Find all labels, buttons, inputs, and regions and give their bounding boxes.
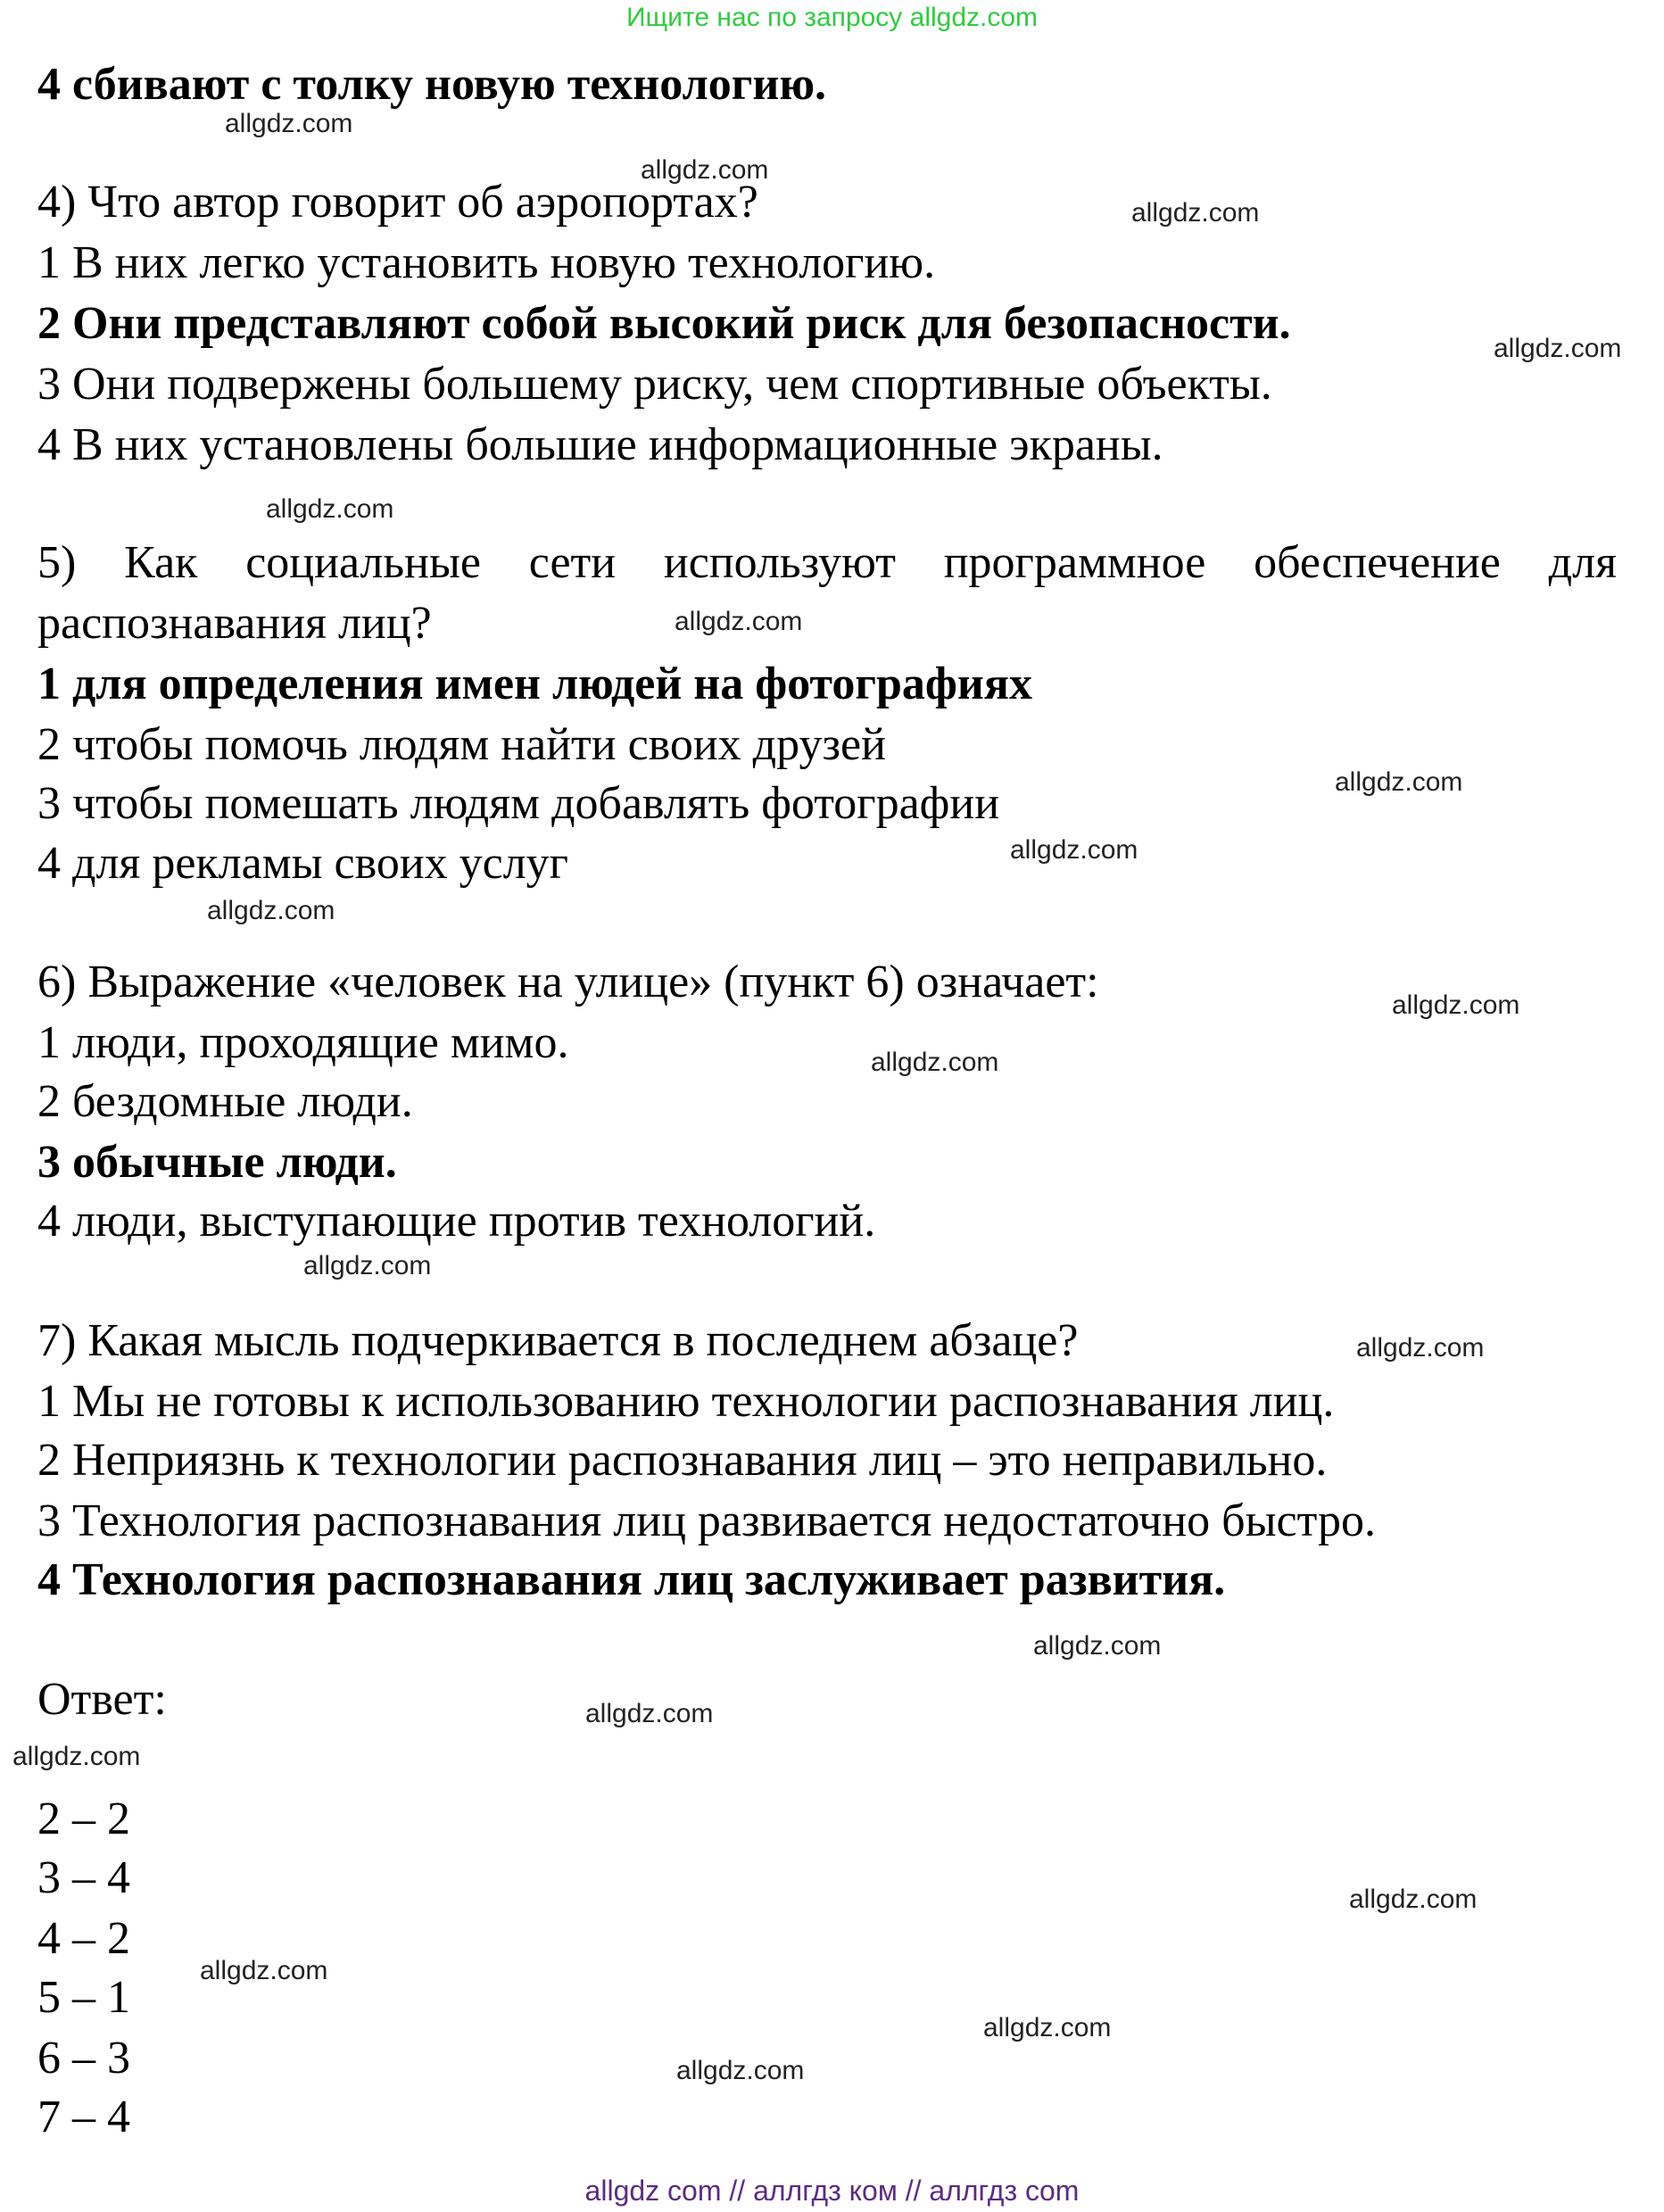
answer-2: 2 – 2 xyxy=(37,1794,130,1844)
answer-5: 5 – 1 xyxy=(37,1972,130,2023)
watermark: allgdz.com xyxy=(303,1251,432,1280)
q6-option-4: 4 люди, выступающие против технологий. xyxy=(37,1196,876,1247)
watermark: allgdz.com xyxy=(1131,198,1260,228)
watermark: allgdz.com xyxy=(225,109,353,138)
watermark: allgdz.com xyxy=(200,1956,328,1985)
watermark: allgdz.com xyxy=(675,607,803,636)
q7-option-2: 2 Неприязнь к технологии распознавания лиц – это неправильно. xyxy=(37,1435,1328,1486)
question-5-line-2: распознавания лиц? xyxy=(37,598,432,649)
question-4: 4) Что автор говорит об аэропортах? xyxy=(37,177,758,228)
q7-option-1: 1 Мы не готовы к использованию технологии распознавания лиц. xyxy=(37,1376,1335,1427)
q6-option-2: 2 бездомные люди. xyxy=(37,1076,413,1127)
q4-option-3: 3 Они подвержены большему риску, чем спортивные объекты. xyxy=(37,359,1272,410)
q7-option-3: 3 Технология распознавания лиц развивается недостаточно быстро. xyxy=(37,1495,1376,1546)
watermark: allgdz.com xyxy=(983,2013,1112,2042)
watermark: allgdz.com xyxy=(207,896,335,925)
watermark: allgdz.com xyxy=(1494,334,1622,363)
question-7: 7) Какая мысль подчеркивается в последнем абзаце? xyxy=(37,1315,1079,1366)
q6-option-1: 1 люди, проходящие мимо. xyxy=(37,1017,569,1068)
q5-option-1-correct: 1 для определения имен людей на фотографиях xyxy=(37,659,1033,709)
q4-option-4: 4 В них установлены большие информационные экраны. xyxy=(37,419,1163,470)
watermark: allgdz.com xyxy=(1335,767,1463,797)
watermark: allgdz.com xyxy=(1356,1333,1485,1363)
watermark: allgdz.com xyxy=(1033,1631,1162,1661)
footer-links[interactable]: allgdz com // аллгдз ком // аллгдз com xyxy=(584,2175,1080,2207)
watermark: allgdz.com xyxy=(1349,1885,1478,1914)
answer-6: 6 – 3 xyxy=(37,2033,130,2084)
watermark: allgdz.com xyxy=(1010,835,1138,865)
answer-heading: Ответ: xyxy=(37,1674,167,1725)
answer-7: 7 – 4 xyxy=(37,2092,130,2142)
q6-option-3-correct: 3 обычные люди. xyxy=(37,1137,397,1188)
watermark: allgdz.com xyxy=(641,155,769,185)
watermark: allgdz.com xyxy=(676,2056,805,2085)
answer-4: 4 – 2 xyxy=(37,1913,130,1964)
answer-3: 3 – 4 xyxy=(37,1852,130,1903)
watermark: allgdz.com xyxy=(585,1699,714,1728)
q7-option-4-correct: 4 Технология распознавания лиц заслуживает развития. xyxy=(37,1554,1226,1605)
header-search-hint[interactable]: Ищите нас по запросу allgdz.com xyxy=(625,3,1039,32)
watermark: allgdz.com xyxy=(266,494,394,524)
q5-option-2: 2 чтобы помочь людям найти своих друзей xyxy=(37,719,886,770)
q3-answer-4: 4 сбивают с толку новую технологию. xyxy=(37,59,827,110)
watermark: allgdz.com xyxy=(12,1742,141,1771)
q5-option-4: 4 для рекламы своих услуг xyxy=(37,838,569,889)
question-5-line-1: 5) Как социальные сети используют программное обеспечение для xyxy=(37,537,1617,588)
watermark: allgdz.com xyxy=(1392,990,1520,1020)
watermark: allgdz.com xyxy=(871,1048,999,1077)
q5-option-3: 3 чтобы помешать людям добавлять фотографии xyxy=(37,778,1000,829)
q4-option-1: 1 В них легко установить новую технологию. xyxy=(37,237,936,288)
question-6: 6) Выражение «человек на улице» (пункт 6) означает: xyxy=(37,957,1099,1007)
q4-option-2-correct: 2 Они представляют собой высокий риск для безопасности. xyxy=(37,298,1291,349)
